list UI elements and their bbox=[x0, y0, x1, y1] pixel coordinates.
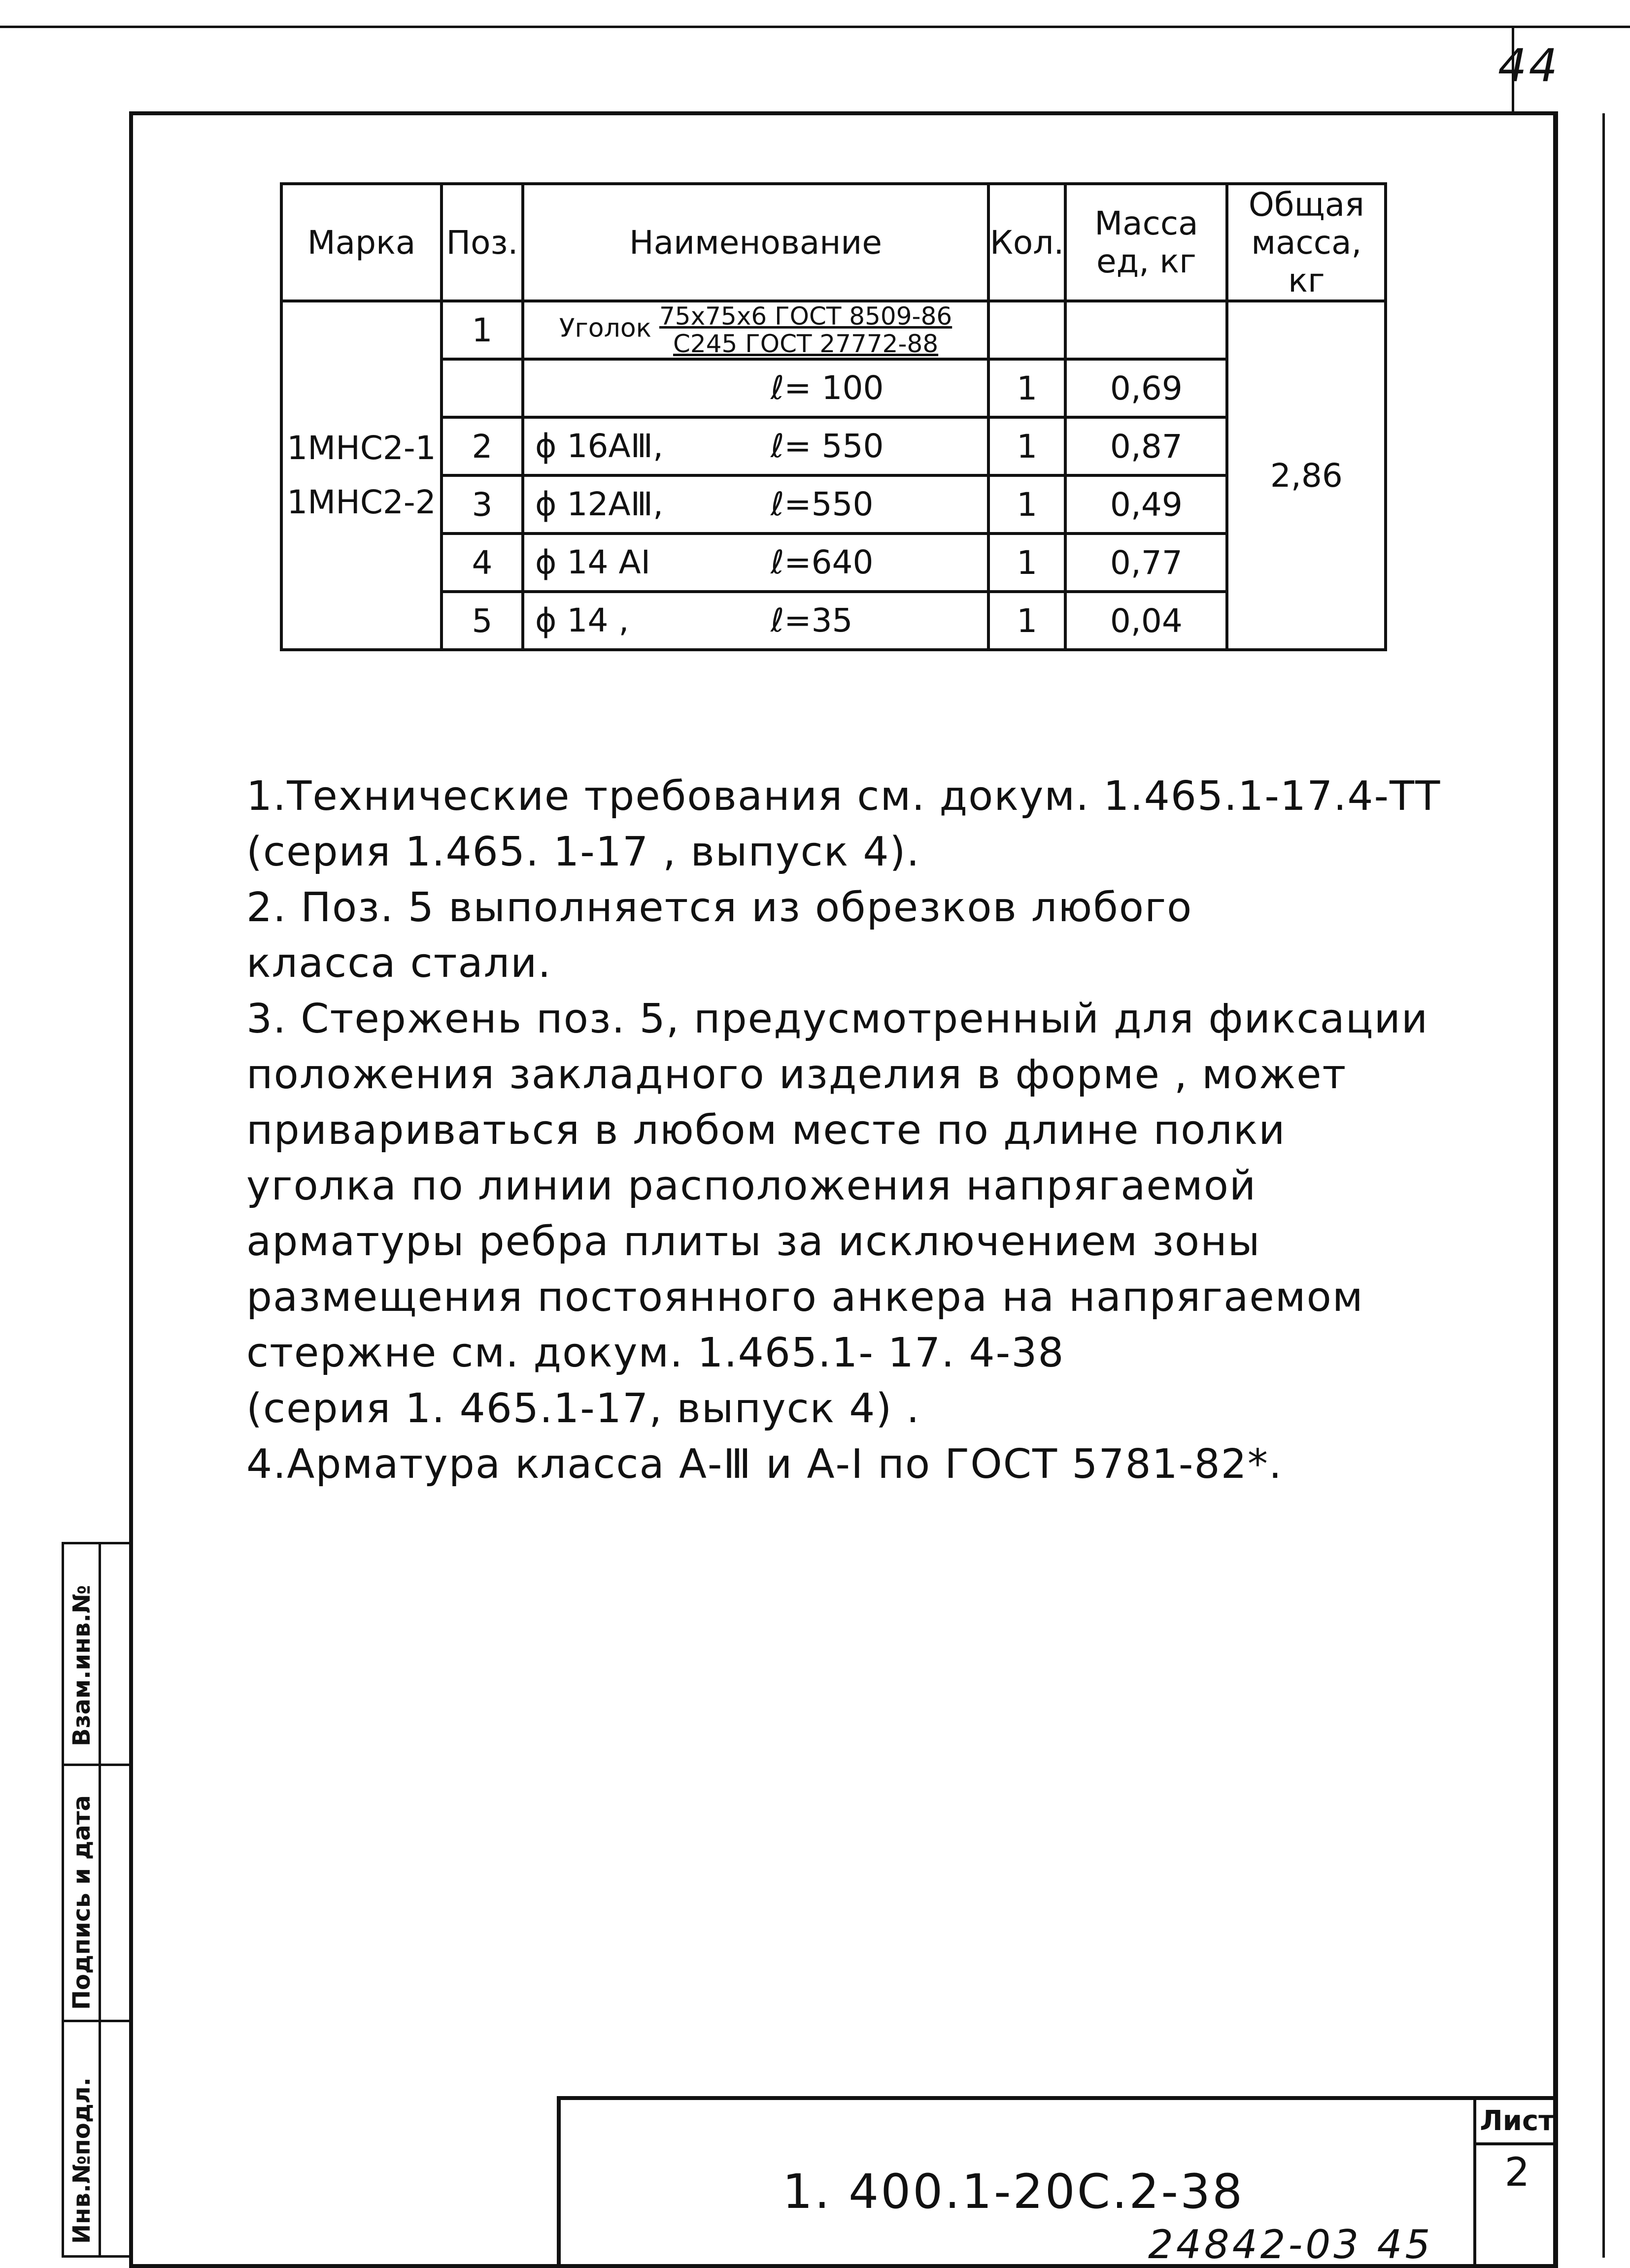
strip-cell-replacement bbox=[64, 1544, 133, 1766]
strip-cell-original bbox=[64, 2022, 133, 2260]
note-line: 4.Арматура класса А-Ⅲ и А-Ⅰ по ГОСТ 5781-82*. bbox=[246, 1441, 1283, 1488]
header-mass-total: Общая масса, кг bbox=[1227, 184, 1386, 301]
name-cell bbox=[523, 534, 988, 592]
kol-cell: 1 bbox=[988, 359, 1065, 417]
poz-cell: 3 bbox=[441, 475, 523, 534]
angle-spec bbox=[659, 302, 952, 358]
archive-number: 24842-03 45 bbox=[1148, 2222, 1433, 2268]
table-row bbox=[281, 592, 1386, 650]
table-header-row bbox=[281, 184, 1386, 301]
table-row bbox=[281, 417, 1386, 475]
strip-cell-signature bbox=[64, 1766, 133, 2022]
kol-cell: 1 bbox=[988, 475, 1065, 534]
document-code: 1. 400.1-20С.2-38 bbox=[782, 2164, 1245, 2219]
kol-cell: 1 bbox=[988, 534, 1065, 592]
note-line: уголка по линии расположения напрягаемой bbox=[246, 1163, 1257, 1209]
total-mass-cell: 2,86 bbox=[1227, 301, 1386, 650]
strip-label-signature: Подпись и дата bbox=[68, 1795, 96, 2010]
header-kol: Кол. bbox=[988, 184, 1065, 301]
poz-cell: 1 bbox=[441, 301, 523, 359]
header-name: Наименование bbox=[523, 184, 988, 301]
note-line: 2. Поз. 5 выполняется из обрезков любого bbox=[246, 884, 1193, 931]
name-cell-angle bbox=[523, 301, 988, 359]
angle-prefix: Уголок bbox=[559, 313, 652, 343]
table-row bbox=[281, 475, 1386, 534]
header-poz: Поз. bbox=[441, 184, 523, 301]
technical-notes bbox=[246, 768, 1441, 1492]
angle-spec-line2: С245 ГОСТ 27772-88 bbox=[673, 330, 939, 358]
top-border-line bbox=[0, 26, 1630, 28]
note-line: арматуры ребра плиты за исключением зоны bbox=[246, 1218, 1261, 1265]
strip-label-replacement: Взам.инв.№ bbox=[68, 1585, 96, 1746]
note-line: положения закладного изделия в форме , может bbox=[246, 1051, 1347, 1098]
kol-cell: 1 bbox=[988, 417, 1065, 475]
poz-cell bbox=[441, 359, 523, 417]
note-line: 3. Стержень поз. 5, предусмотренный для фиксации bbox=[246, 996, 1429, 1042]
note-line: привариваться в любом месте по длине полки bbox=[246, 1107, 1286, 1154]
right-border-line bbox=[1602, 113, 1605, 2258]
left-stamp-strip bbox=[62, 1542, 133, 2258]
poz-cell: 4 bbox=[441, 534, 523, 592]
table-row bbox=[281, 359, 1386, 417]
specification-table bbox=[280, 182, 1387, 651]
sheet-label: Лист bbox=[1476, 2100, 1558, 2145]
table-row bbox=[281, 301, 1386, 359]
mass-cell: 0,69 bbox=[1065, 359, 1227, 417]
name-cell bbox=[523, 475, 988, 534]
length-part: ℓ=550 bbox=[771, 485, 874, 523]
name-part: ϕ 14 АⅠ bbox=[535, 543, 651, 581]
name-cell bbox=[523, 417, 988, 475]
marka-1: 1МНС2-1 bbox=[287, 429, 436, 467]
note-line: размещения постоянного анкера на напрягаемом bbox=[246, 1274, 1364, 1321]
note-line: (серия 1.465. 1-17 , выпуск 4). bbox=[246, 829, 920, 875]
name-cell bbox=[523, 592, 988, 650]
kol-cell: 1 bbox=[988, 592, 1065, 650]
poz-cell: 2 bbox=[441, 417, 523, 475]
note-line: (серия 1. 465.1-17, выпуск 4) . bbox=[246, 1385, 920, 1432]
sheet-box bbox=[1473, 2100, 1558, 2266]
name-cell bbox=[523, 359, 988, 417]
mass-cell: 0,49 bbox=[1065, 475, 1227, 534]
note-line: 1.Технические требования см. докум. 1.465.1-17.4-ТТ bbox=[246, 773, 1441, 820]
mass-cell: 0,04 bbox=[1065, 592, 1227, 650]
marka-2: 1МНС2-2 bbox=[287, 483, 436, 521]
mass-cell: 0,87 bbox=[1065, 417, 1227, 475]
strip-label-original: Инв.№подл. bbox=[68, 2077, 96, 2244]
note-line: стержне см. докум. 1.465.1- 17. 4-38 bbox=[246, 1330, 1065, 1376]
angle-spec-line1: 75х75х6 ГОСТ 8509-86 bbox=[659, 302, 952, 331]
page-number-top: 44 bbox=[1498, 39, 1560, 92]
mass-cell: 0,77 bbox=[1065, 534, 1227, 592]
poz-cell: 5 bbox=[441, 592, 523, 650]
length-part: ℓ= 100 bbox=[771, 369, 884, 407]
marka-cell bbox=[281, 301, 441, 650]
header-marka: Марка bbox=[281, 184, 441, 301]
header-mass-unit: Масса ед, кг bbox=[1065, 184, 1227, 301]
note-line: класса стали. bbox=[246, 940, 552, 987]
length-part: ℓ= 550 bbox=[771, 427, 884, 465]
length-part: ℓ=35 bbox=[771, 601, 853, 639]
table-row bbox=[281, 534, 1386, 592]
sheet-number: 2 bbox=[1504, 2149, 1530, 2195]
name-part: ϕ 12АⅢ, bbox=[535, 485, 664, 523]
mass-cell bbox=[1065, 301, 1227, 359]
length-part: ℓ=640 bbox=[771, 543, 874, 581]
name-part: ϕ 16АⅢ, bbox=[535, 427, 664, 465]
kol-cell bbox=[988, 301, 1065, 359]
name-part: ϕ 14 , bbox=[535, 601, 629, 639]
